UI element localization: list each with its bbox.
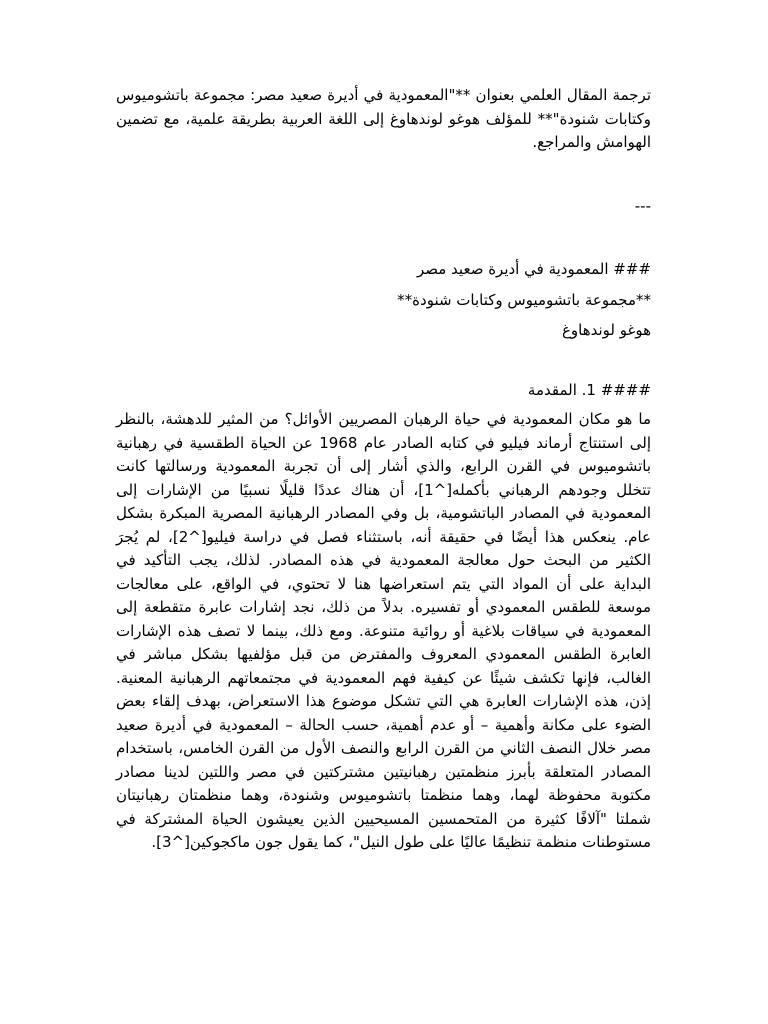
intro-paragraph: ترجمة المقال العلمي بعنوان **"المعمودية في أديرة صعيد مصر: مجموعة باتشوميوس وكتابات شنودة"** للمؤلف هوغو لوندهاوغ إلى اللغة العربية بطريقة علمية، مع تضمين الهوامش والمراجع. bbox=[116, 86, 651, 151]
body-paragraph: ما هو مكان المعمودية في حياة الرهبان المصريين الأوائل؟ من المثير للدهشة، بالنظر إلى استنتاج أرماند فيليو في كتابه الصادر عام 1968 عن الحياة الطقسية في رهبانية باتشوميوس في القرن الرابع، والذي أشار إلى أن تجربة المعمودية ورسالتها كانت تتخلل وجودهم الرهباني بأكمله[^1]، أن هناك عددًا قليلًا نسبيًا من الإشارات إلى المعمودية في المصادر الباتشومية، بل وفي المصادر الرهبانية المصرية المبكرة بشكل عام. ينعكس هذا أيضًا في حقيقة أنه، باستثناء فصل في دراسة فيليو[^2]، لم يُجرَ الكثير من البحث حول معالجة المعمودية في هذه المصادر. لذلك، يجب التأكيد في البداية على أن المواد التي يتم استعراضها هنا لا تحتوي، في الواقع، على معالجات موسعة للطقس المعمودي أو تفسيره. بدلاً من ذلك، نجد إشارات عابرة متقطعة إلى المعمودية في سياقات بلاغية أو روائية متنوعة. ومع ذلك، بينما لا تصف هذه الإشارات العابرة الطقس المعمودي المعروف والمفترض من قبل مؤلفيها بشكل مباشر في الغالب، فإنها تكشف شيئًا عن كيفية فهم المعمودية في مجتمعاتهم الرهبانية المعنية. إذن، هذه الإشارات العابرة هي التي تشكل موضوع هذا الاستعراض، بهدف إلقاء بعض الضوء على مكانة وأهمية – أو عدم أهمية، حسب الحالة – المعمودية في أديرة صعيد مصر خلال النصف الثاني من القرن الرابع والنصف الأول من القرن الخامس، باستخدام المصادر المتعلقة بأبرز منظمتين رهبانيتين مشتركتين في مصر واللتين لدينا مصادر مكتوبة محفوظة لهما، وهما منظمتا باتشوميوس وشنودة، وهما منظمتان رهبانيتان شملتا "آلافًا كثيرة من المتحمسين المسيحيين الذين يعيشون الحياة المشتركة في مستوطنات منظمة تنظيمًا عاليًا على طول النيل"، كما يقول جون ماكجوكين[^3]. bbox=[116, 410, 651, 851]
separator-line: --- bbox=[634, 196, 651, 215]
document-page bbox=[116, 84, 651, 984]
author-name: هوغو لوندهاوغ bbox=[561, 321, 651, 339]
document-title: ### المعمودية في أديرة صعيد مصر bbox=[416, 260, 651, 278]
document-subtitle: **مجموعة باتشوميوس وكتابات شنودة** bbox=[397, 290, 651, 309]
section-heading: #### 1. المقدمة bbox=[527, 380, 651, 399]
